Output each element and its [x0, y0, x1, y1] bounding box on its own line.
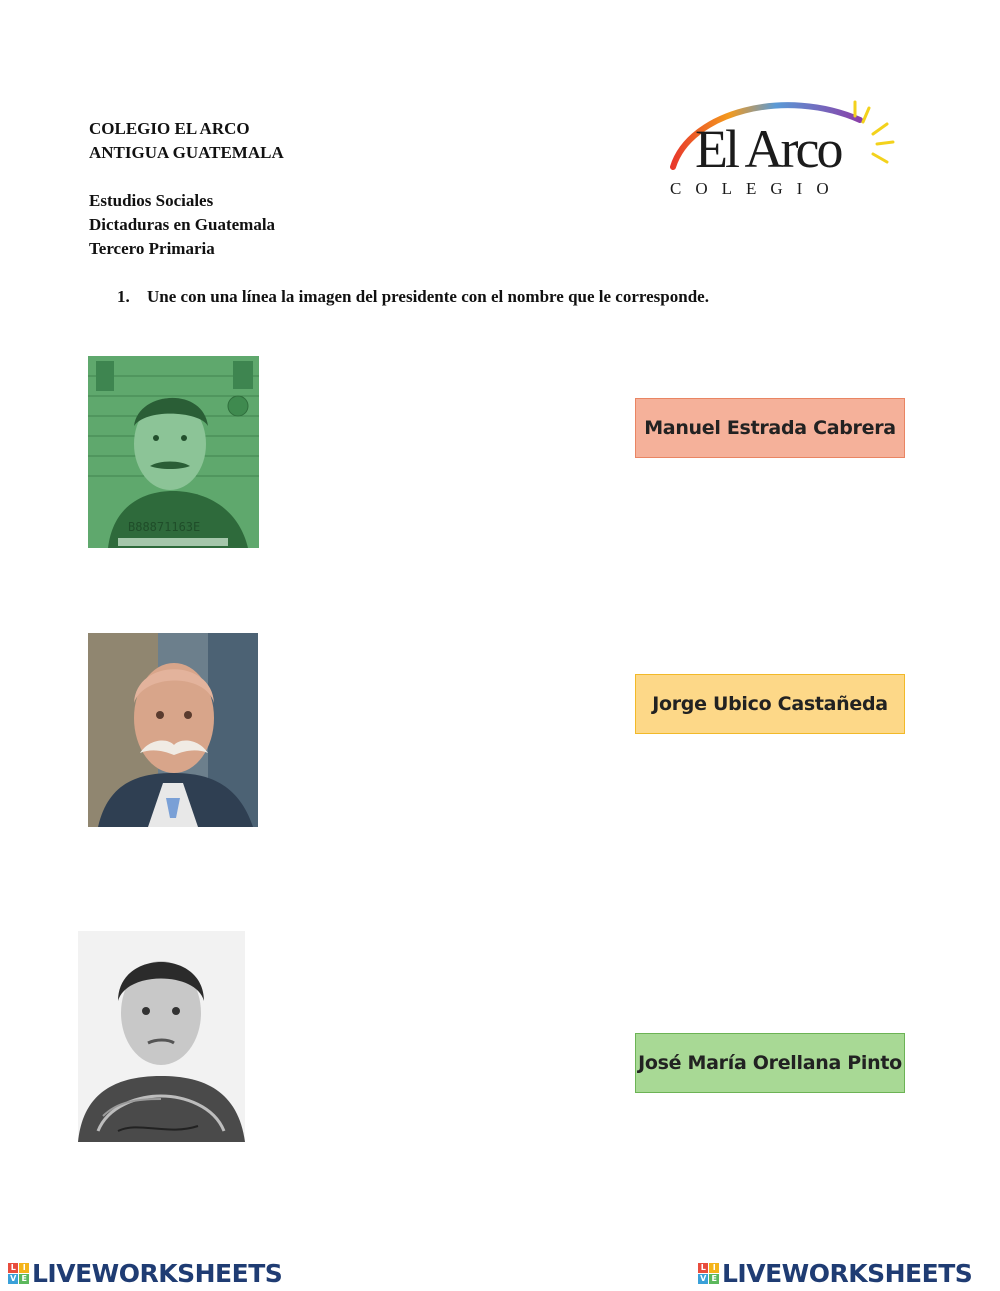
name-box-ubico-castaneda[interactable]	[635, 674, 905, 734]
subject: Estudios Sociales	[89, 191, 214, 210]
school-name: COLEGIO EL ARCO	[89, 119, 250, 138]
instruction	[117, 287, 709, 307]
liveworksheets-logo-icon: L I V E	[698, 1263, 719, 1284]
name-label: José María Orellana Pinto	[638, 1052, 902, 1074]
portrait-photo[interactable]	[78, 931, 245, 1142]
school-logo	[665, 92, 910, 202]
topic: Dictaduras en Guatemala	[89, 215, 276, 234]
grade: Tercero Primaria	[89, 239, 215, 258]
name-box-orellana-pinto[interactable]	[635, 1033, 905, 1093]
brand-text: LIVEWORKSHEETS	[32, 1258, 283, 1288]
instruction-text: Une con una línea la imagen del presidente con el nombre que le corresponde.	[147, 287, 709, 306]
course-info	[89, 189, 275, 261]
portrait-painting[interactable]	[88, 633, 258, 827]
name-box-estrada-cabrera[interactable]	[635, 398, 905, 458]
instruction-number: 1.	[117, 287, 130, 306]
brand-text: LIVEWORKSHEETS	[722, 1258, 973, 1288]
liveworksheets-footer-left	[8, 1258, 282, 1288]
portrait-banknote[interactable]	[88, 356, 259, 548]
liveworksheets-footer-right	[698, 1258, 972, 1288]
name-label: Manuel Estrada Cabrera	[644, 417, 896, 439]
name-label: Jorge Ubico Castañeda	[652, 693, 888, 715]
school-header	[89, 117, 284, 165]
logo-main-text: El Arco	[695, 119, 841, 179]
liveworksheets-logo-icon: L I V E	[8, 1263, 29, 1284]
svg-text:B88871163E: B88871163E	[128, 520, 201, 534]
logo-sub-text: COLEGIO	[670, 179, 843, 198]
school-city: ANTIGUA GUATEMALA	[89, 143, 284, 162]
